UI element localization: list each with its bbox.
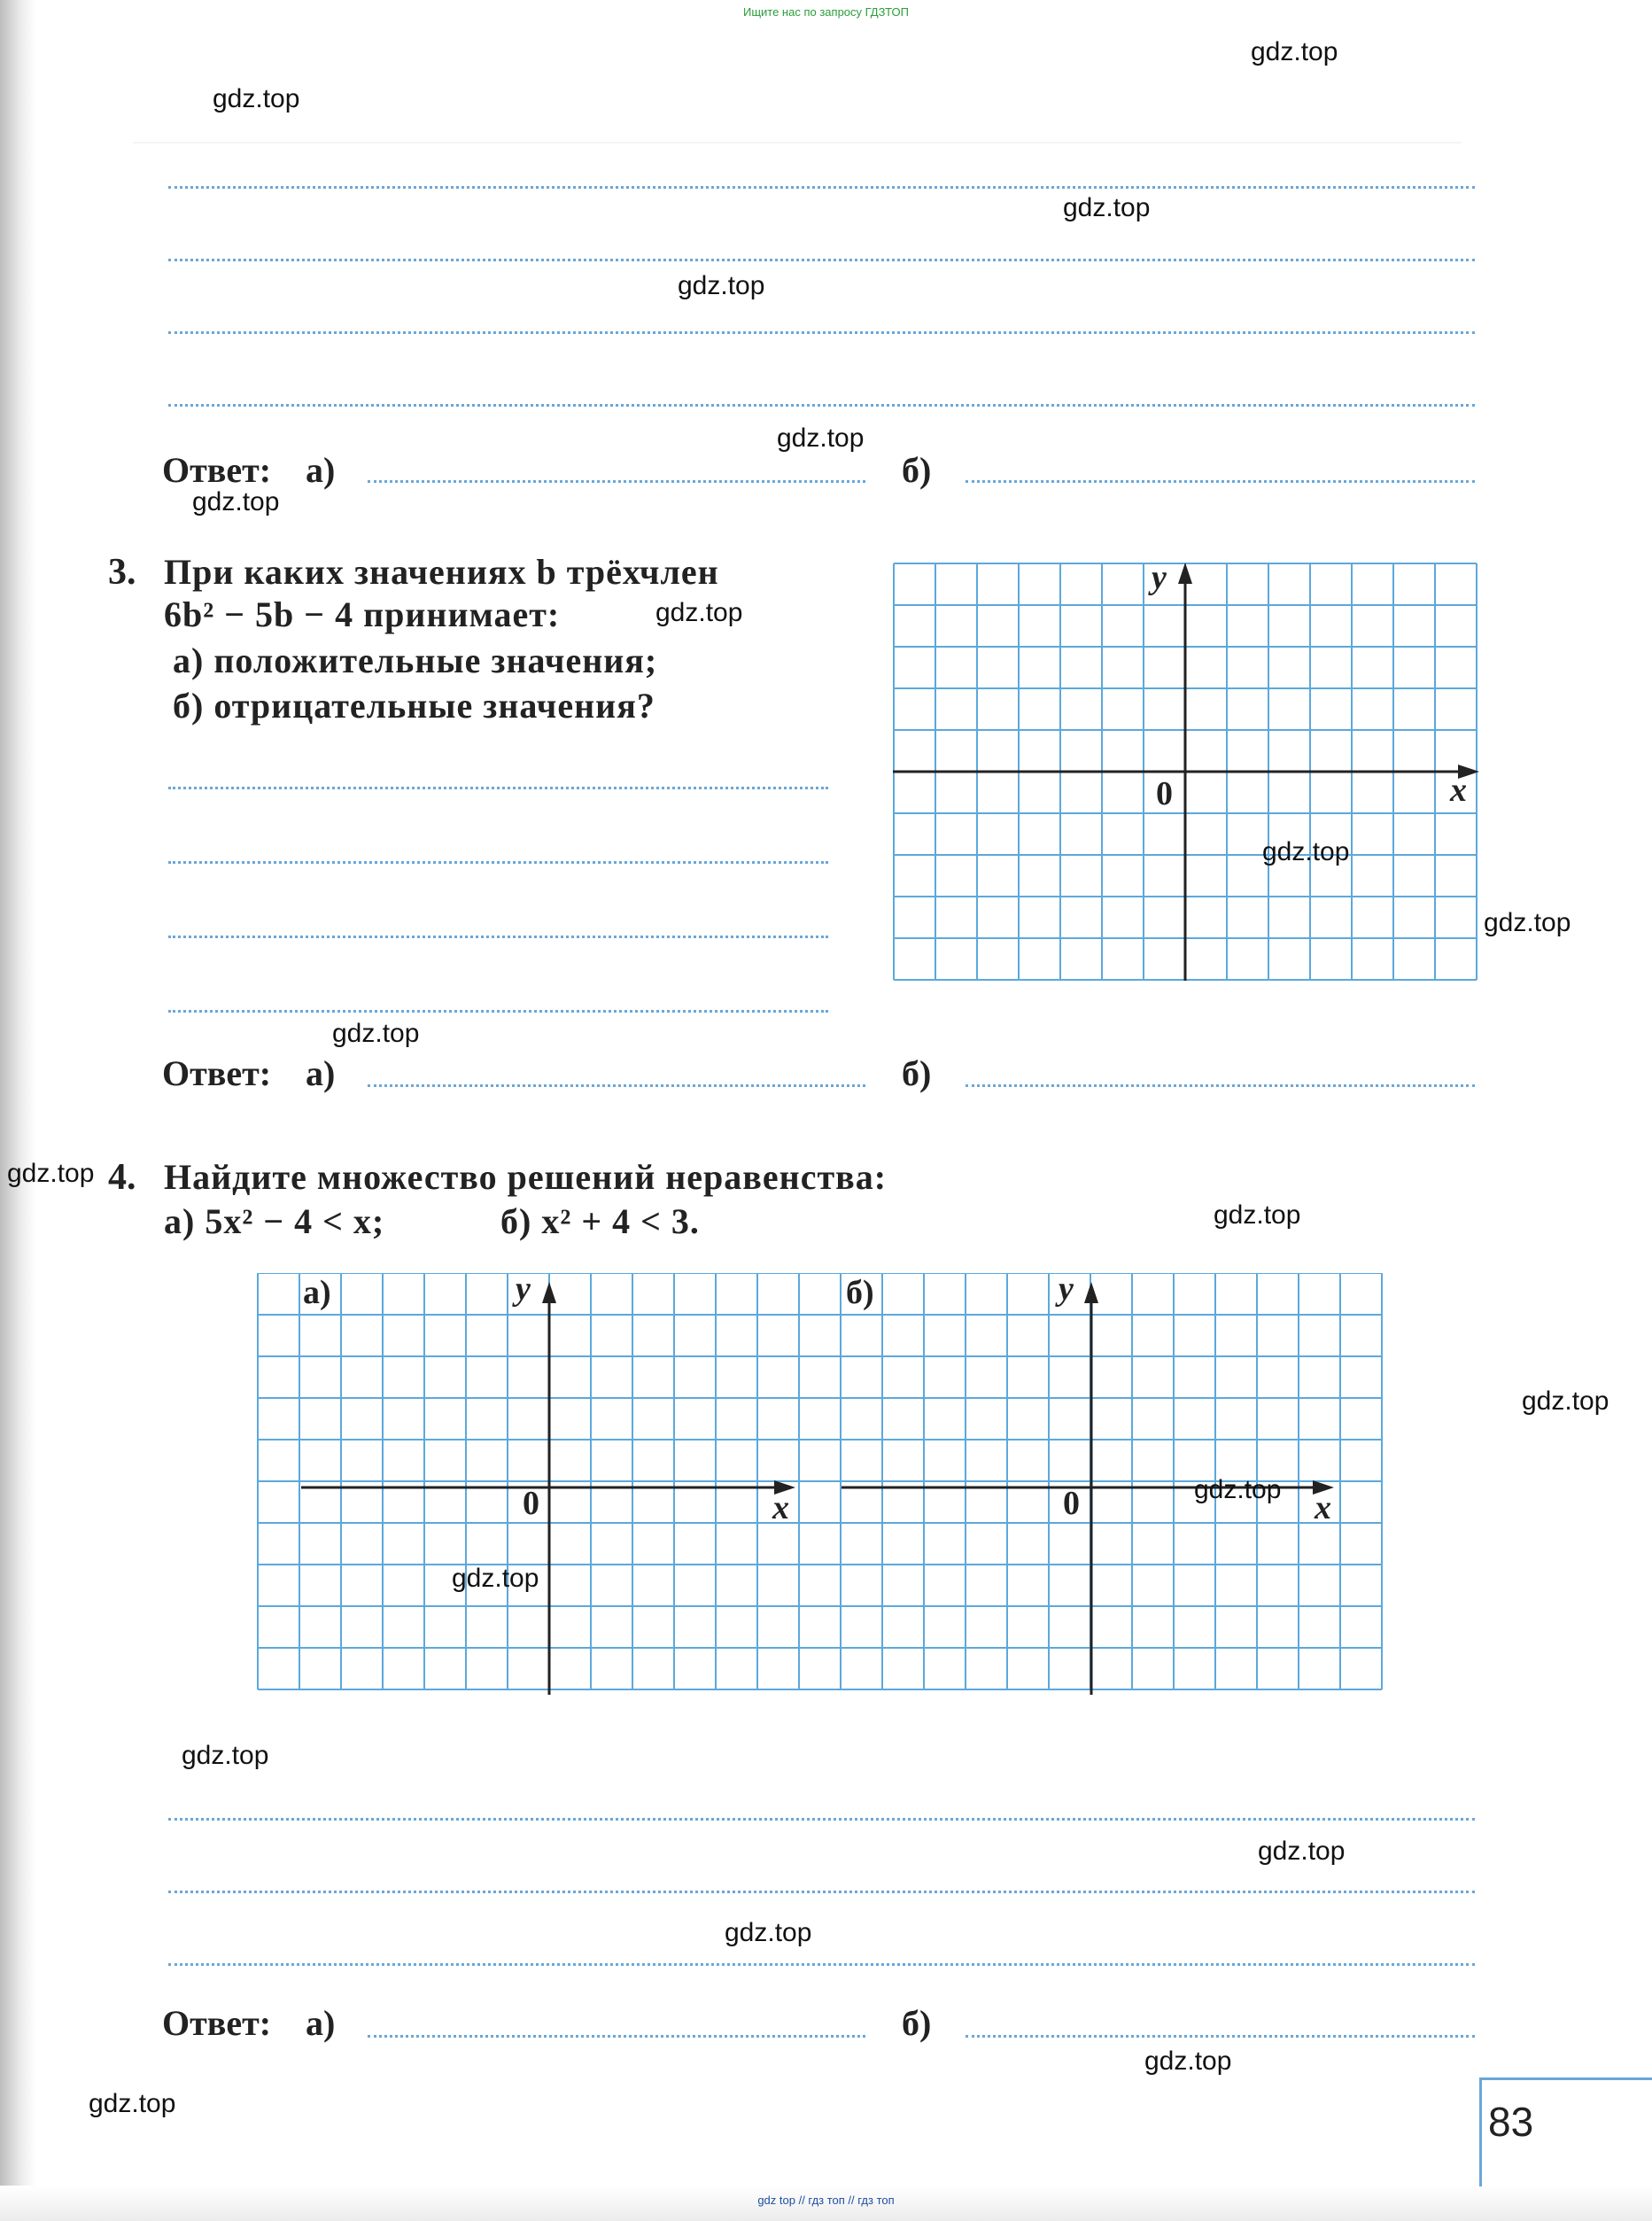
answer-part-a-label: а) bbox=[306, 450, 336, 490]
task-4a-y-label: y bbox=[516, 1270, 531, 1308]
answer-part-b-label: б) bbox=[902, 2003, 932, 2043]
watermark: gdz.top bbox=[192, 487, 280, 516]
task-4-item-a: а) 5x² − 4 < x; bbox=[164, 1201, 385, 1241]
answer-line bbox=[168, 1010, 828, 1013]
watermark: gdz.top bbox=[452, 1564, 539, 1593]
task-3-origin-label: 0 bbox=[1156, 775, 1173, 812]
task-3-item-b: б) отрицательные значения? bbox=[173, 686, 655, 726]
task-3-number: 3. bbox=[108, 552, 136, 593]
watermark: gdz.top bbox=[1522, 1386, 1609, 1416]
answer-part-a-field[interactable] bbox=[368, 1084, 865, 1087]
footer-note: gdz top // гдз топ // гдз топ bbox=[757, 2194, 895, 2207]
answer-line bbox=[168, 331, 1475, 334]
page-shadow bbox=[0, 0, 35, 2221]
answer-part-a-field[interactable] bbox=[368, 480, 865, 483]
answer-label: Ответ: bbox=[162, 1053, 272, 1093]
watermark: gdz.top bbox=[182, 1741, 269, 1770]
watermark: gdz.top bbox=[1262, 837, 1350, 866]
watermark: gdz.top bbox=[332, 1019, 420, 1048]
answer-line bbox=[168, 861, 828, 864]
answer-part-b-label: б) bbox=[902, 450, 932, 490]
task-4a-x-label: x bbox=[772, 1489, 789, 1526]
answer-line bbox=[168, 787, 828, 789]
task-3-x-label: x bbox=[1450, 772, 1467, 809]
answer-line bbox=[168, 1891, 1475, 1893]
page-number: 83 bbox=[1488, 2099, 1534, 2145]
watermark: gdz.top bbox=[1194, 1475, 1282, 1504]
y-axis-arrow-a bbox=[542, 1282, 556, 1303]
answer-line bbox=[168, 186, 1475, 189]
answer-label: Ответ: bbox=[162, 450, 272, 490]
answer-part-b-label: б) bbox=[902, 1053, 932, 1093]
answer-line bbox=[168, 936, 828, 938]
y-axis-arrow bbox=[1178, 563, 1192, 584]
answer-label: Ответ: bbox=[162, 2003, 272, 2043]
task-4-part-b-label: б) bbox=[846, 1274, 874, 1311]
answer-line bbox=[168, 1818, 1475, 1821]
watermark: gdz.top bbox=[777, 423, 865, 453]
task-4b-origin-label: 0 bbox=[1063, 1485, 1080, 1522]
answer-part-b-field[interactable] bbox=[966, 1084, 1475, 1087]
header-note: Ищите нас по запросу ГДЗТОП bbox=[742, 5, 909, 19]
watermark: gdz.top bbox=[213, 84, 300, 113]
answer-line bbox=[168, 404, 1475, 407]
watermark: gdz.top bbox=[1063, 193, 1151, 222]
y-axis-arrow-b bbox=[1084, 1282, 1098, 1303]
task-3-y-label: y bbox=[1152, 559, 1167, 596]
watermark: gdz.top bbox=[655, 598, 743, 627]
task-4b-y-label: y bbox=[1059, 1270, 1074, 1308]
watermark: gdz.top bbox=[89, 2089, 176, 2118]
task-4a-origin-label: 0 bbox=[523, 1485, 539, 1522]
watermark: gdz.top bbox=[725, 1918, 812, 1947]
show-through-decoration bbox=[133, 142, 1462, 321]
watermark: gdz.top bbox=[1258, 1837, 1346, 1866]
answer-part-b-field[interactable] bbox=[966, 2035, 1475, 2038]
answer-part-a-label: а) bbox=[306, 2003, 336, 2043]
task-4-line-1: Найдите множество решений неравенства: bbox=[164, 1157, 888, 1197]
task-4-item-b: б) x² + 4 < 3. bbox=[500, 1201, 700, 1241]
task-3-grid[interactable] bbox=[893, 563, 1479, 981]
task-4-number: 4. bbox=[108, 1157, 136, 1198]
answer-part-b-field[interactable] bbox=[966, 480, 1475, 483]
task-4-part-a-label: а) bbox=[303, 1274, 331, 1311]
answer-line bbox=[168, 259, 1475, 261]
task-3-item-a: а) положительные значения; bbox=[173, 641, 658, 680]
watermark: gdz.top bbox=[7, 1159, 95, 1188]
watermark: gdz.top bbox=[1251, 37, 1338, 66]
watermark: gdz.top bbox=[1144, 2046, 1232, 2076]
answer-part-a-field[interactable] bbox=[368, 2035, 865, 2038]
task-4b-x-label: x bbox=[1315, 1489, 1331, 1526]
answer-line bbox=[168, 1963, 1475, 1966]
task-3-line-1: При каких значениях b трёхчлен bbox=[164, 552, 719, 592]
watermark: gdz.top bbox=[1484, 908, 1571, 937]
task-3-line-2: 6b² − 5b − 4 принимает: bbox=[164, 594, 561, 634]
watermark: gdz.top bbox=[1214, 1200, 1301, 1230]
answer-part-a-label: а) bbox=[306, 1053, 336, 1093]
watermark: gdz.top bbox=[678, 271, 765, 300]
